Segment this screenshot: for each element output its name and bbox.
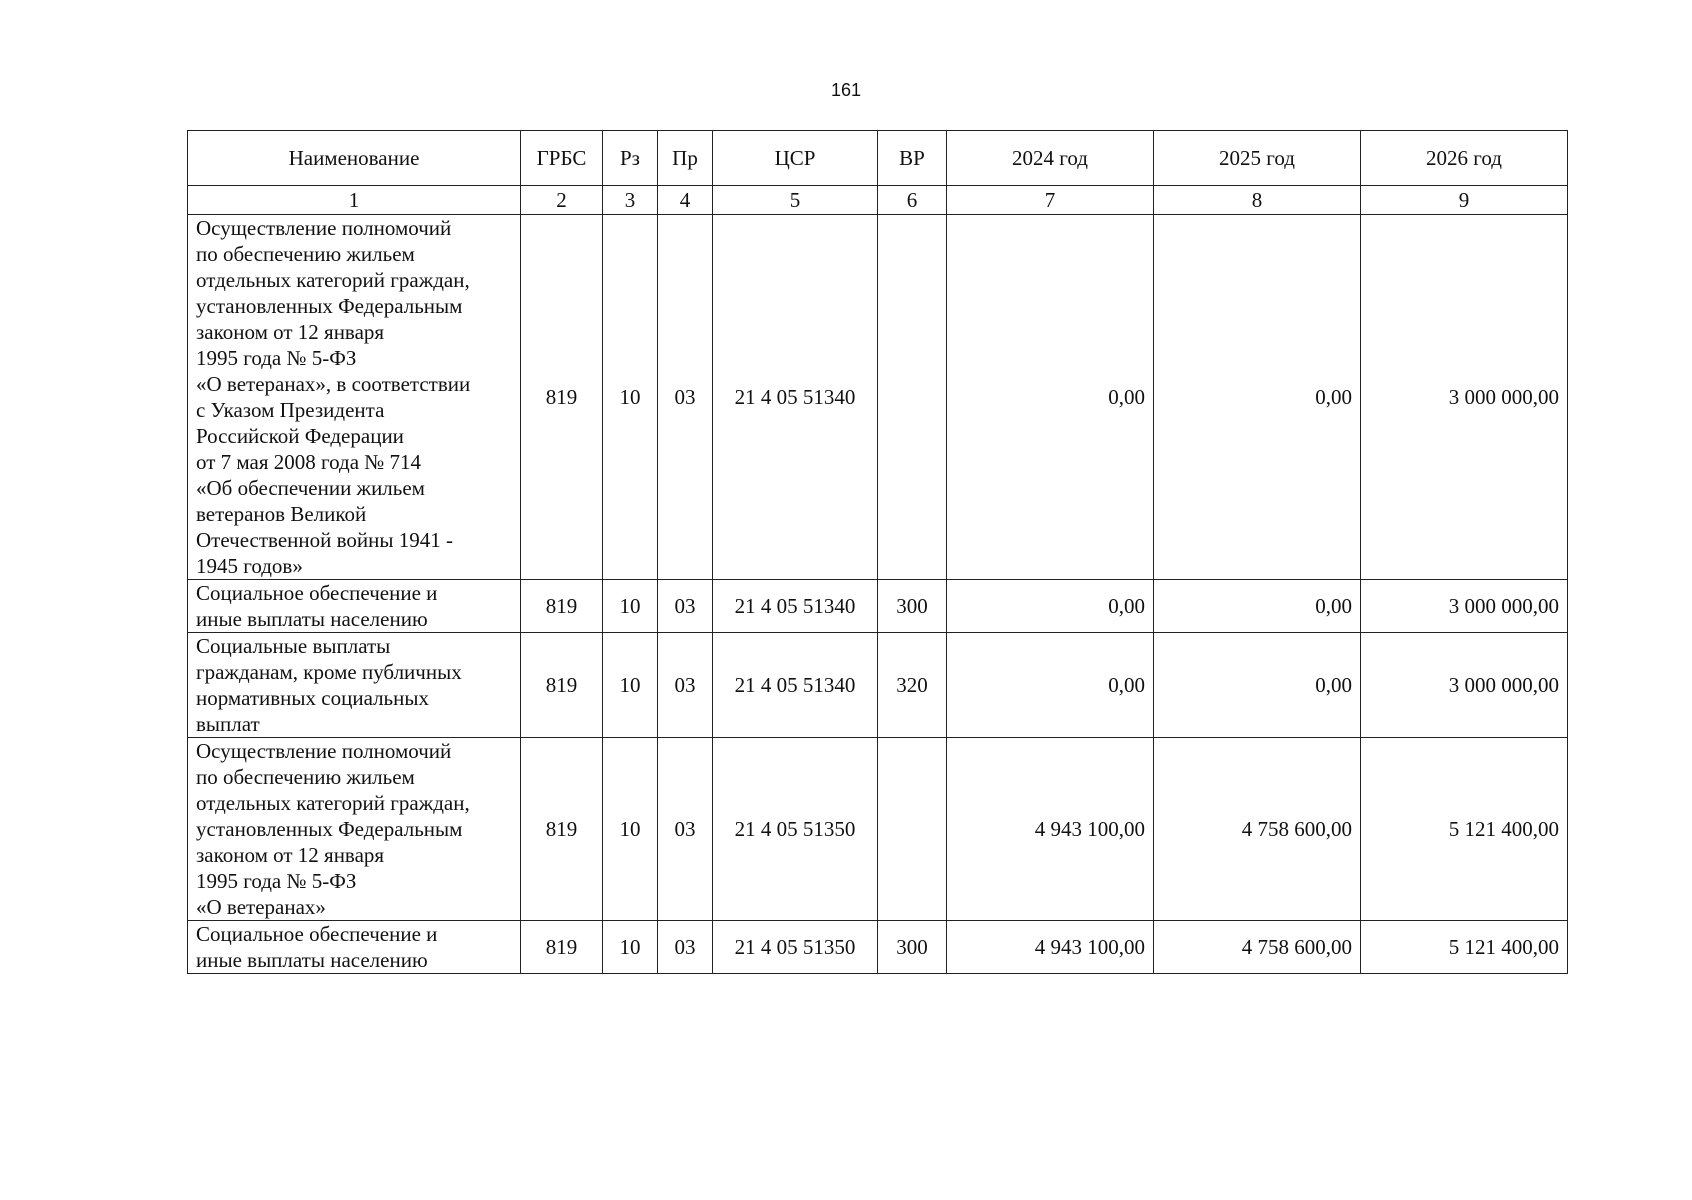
cell-2025: 0,00 <box>1154 580 1361 633</box>
row-name <box>188 633 521 738</box>
row-name-line: нормативных социальных <box>196 686 429 710</box>
cell-grbs: 819 <box>521 633 603 738</box>
cell-2024: 0,00 <box>947 580 1154 633</box>
row-name-line: Осуществление полномочий <box>196 739 452 763</box>
cell-vr: 300 <box>878 921 947 974</box>
cell-2025: 4 758 600,00 <box>1154 738 1361 921</box>
row-name-line: 1945 годов» <box>196 554 303 578</box>
column-number: 6 <box>878 186 947 215</box>
row-name-line: установленных Федеральным <box>196 294 463 318</box>
table-row <box>188 633 1568 738</box>
row-name-line: Осуществление полномочий <box>196 216 452 240</box>
cell-grbs: 819 <box>521 215 603 580</box>
row-name-line: гражданам, кроме публичных <box>196 660 462 684</box>
cell-pr: 03 <box>658 215 713 580</box>
row-name-line: по обеспечению жильем <box>196 765 415 789</box>
row-name-line: 1995 года № 5-ФЗ <box>196 869 357 893</box>
row-name-line: с Указом Президента <box>196 398 385 422</box>
cell-2024: 4 943 100,00 <box>947 921 1154 974</box>
cell-2024: 4 943 100,00 <box>947 738 1154 921</box>
cell-pr: 03 <box>658 921 713 974</box>
cell-rz: 10 <box>603 215 658 580</box>
header-pr: Пр <box>658 131 713 186</box>
cell-2026: 3 000 000,00 <box>1361 580 1568 633</box>
row-name-line: 1995 года № 5-ФЗ <box>196 346 357 370</box>
row-name-line: Социальное обеспечение и <box>196 922 438 946</box>
cell-csr: 21 4 05 51340 <box>713 580 878 633</box>
table-row <box>188 215 1568 580</box>
header-2025: 2025 год <box>1154 131 1361 186</box>
header-2026: 2026 год <box>1361 131 1568 186</box>
cell-grbs: 819 <box>521 580 603 633</box>
row-name-line: законом от 12 января <box>196 843 385 867</box>
column-number: 8 <box>1154 186 1361 215</box>
column-number-row <box>188 186 1568 215</box>
row-name-line: «Об обеспечении жильем <box>196 476 425 500</box>
row-name <box>188 215 521 580</box>
cell-2026: 3 000 000,00 <box>1361 633 1568 738</box>
column-number: 5 <box>713 186 878 215</box>
cell-vr <box>878 215 947 580</box>
header-rz: Рз <box>603 131 658 186</box>
table-row <box>188 738 1568 921</box>
row-name-line: иные выплаты населению <box>196 607 428 631</box>
header-grbs: ГРБС <box>521 131 603 186</box>
cell-2025: 4 758 600,00 <box>1154 921 1361 974</box>
cell-pr: 03 <box>658 580 713 633</box>
cell-grbs: 819 <box>521 738 603 921</box>
cell-rz: 10 <box>603 580 658 633</box>
row-name-line: «О ветеранах», в соответствии <box>196 372 471 396</box>
row-name <box>188 738 521 921</box>
cell-2026: 5 121 400,00 <box>1361 921 1568 974</box>
row-name-line: отдельных категорий граждан, <box>196 268 470 292</box>
cell-2026: 3 000 000,00 <box>1361 215 1568 580</box>
column-number: 7 <box>947 186 1154 215</box>
cell-vr: 320 <box>878 633 947 738</box>
cell-csr: 21 4 05 51350 <box>713 921 878 974</box>
column-number: 9 <box>1361 186 1568 215</box>
header-vr: ВР <box>878 131 947 186</box>
cell-csr: 21 4 05 51340 <box>713 215 878 580</box>
table-row <box>188 921 1568 974</box>
row-name-line: законом от 12 января <box>196 320 385 344</box>
row-name <box>188 580 521 633</box>
row-name-line: отдельных категорий граждан, <box>196 791 470 815</box>
column-number: 3 <box>603 186 658 215</box>
budget-table <box>187 130 1568 974</box>
cell-2024: 0,00 <box>947 215 1154 580</box>
cell-pr: 03 <box>658 738 713 921</box>
cell-csr: 21 4 05 51350 <box>713 738 878 921</box>
row-name <box>188 921 521 974</box>
row-name-line: установленных Федеральным <box>196 817 463 841</box>
row-name-line: Российской Федерации <box>196 424 404 448</box>
row-name-line: «О ветеранах» <box>196 895 326 919</box>
header-2024: 2024 год <box>947 131 1154 186</box>
column-number: 4 <box>658 186 713 215</box>
row-name-line: выплат <box>196 712 260 736</box>
row-name-line: ветеранов Великой <box>196 502 367 526</box>
row-name-line: Отечественной войны 1941 - <box>196 528 453 552</box>
cell-csr: 21 4 05 51340 <box>713 633 878 738</box>
header-row <box>188 131 1568 186</box>
cell-2024: 0,00 <box>947 633 1154 738</box>
row-name-line: Социальные выплаты <box>196 634 391 658</box>
cell-pr: 03 <box>658 633 713 738</box>
cell-2026: 5 121 400,00 <box>1361 738 1568 921</box>
row-name-line: от 7 мая 2008 года № 714 <box>196 450 422 474</box>
cell-2025: 0,00 <box>1154 215 1361 580</box>
cell-vr: 300 <box>878 580 947 633</box>
cell-rz: 10 <box>603 738 658 921</box>
cell-grbs: 819 <box>521 921 603 974</box>
header-csr: ЦСР <box>713 131 878 186</box>
cell-2025: 0,00 <box>1154 633 1361 738</box>
row-name-line: Социальное обеспечение и <box>196 581 438 605</box>
cell-rz: 10 <box>603 921 658 974</box>
column-number: 2 <box>521 186 603 215</box>
cell-rz: 10 <box>603 633 658 738</box>
cell-vr <box>878 738 947 921</box>
row-name-line: иные выплаты населению <box>196 948 428 972</box>
table-row <box>188 580 1568 633</box>
row-name-line: по обеспечению жильем <box>196 242 415 266</box>
column-number: 1 <box>188 186 521 215</box>
header-name: Наименование <box>188 131 521 186</box>
page-number: 161 <box>830 80 862 100</box>
